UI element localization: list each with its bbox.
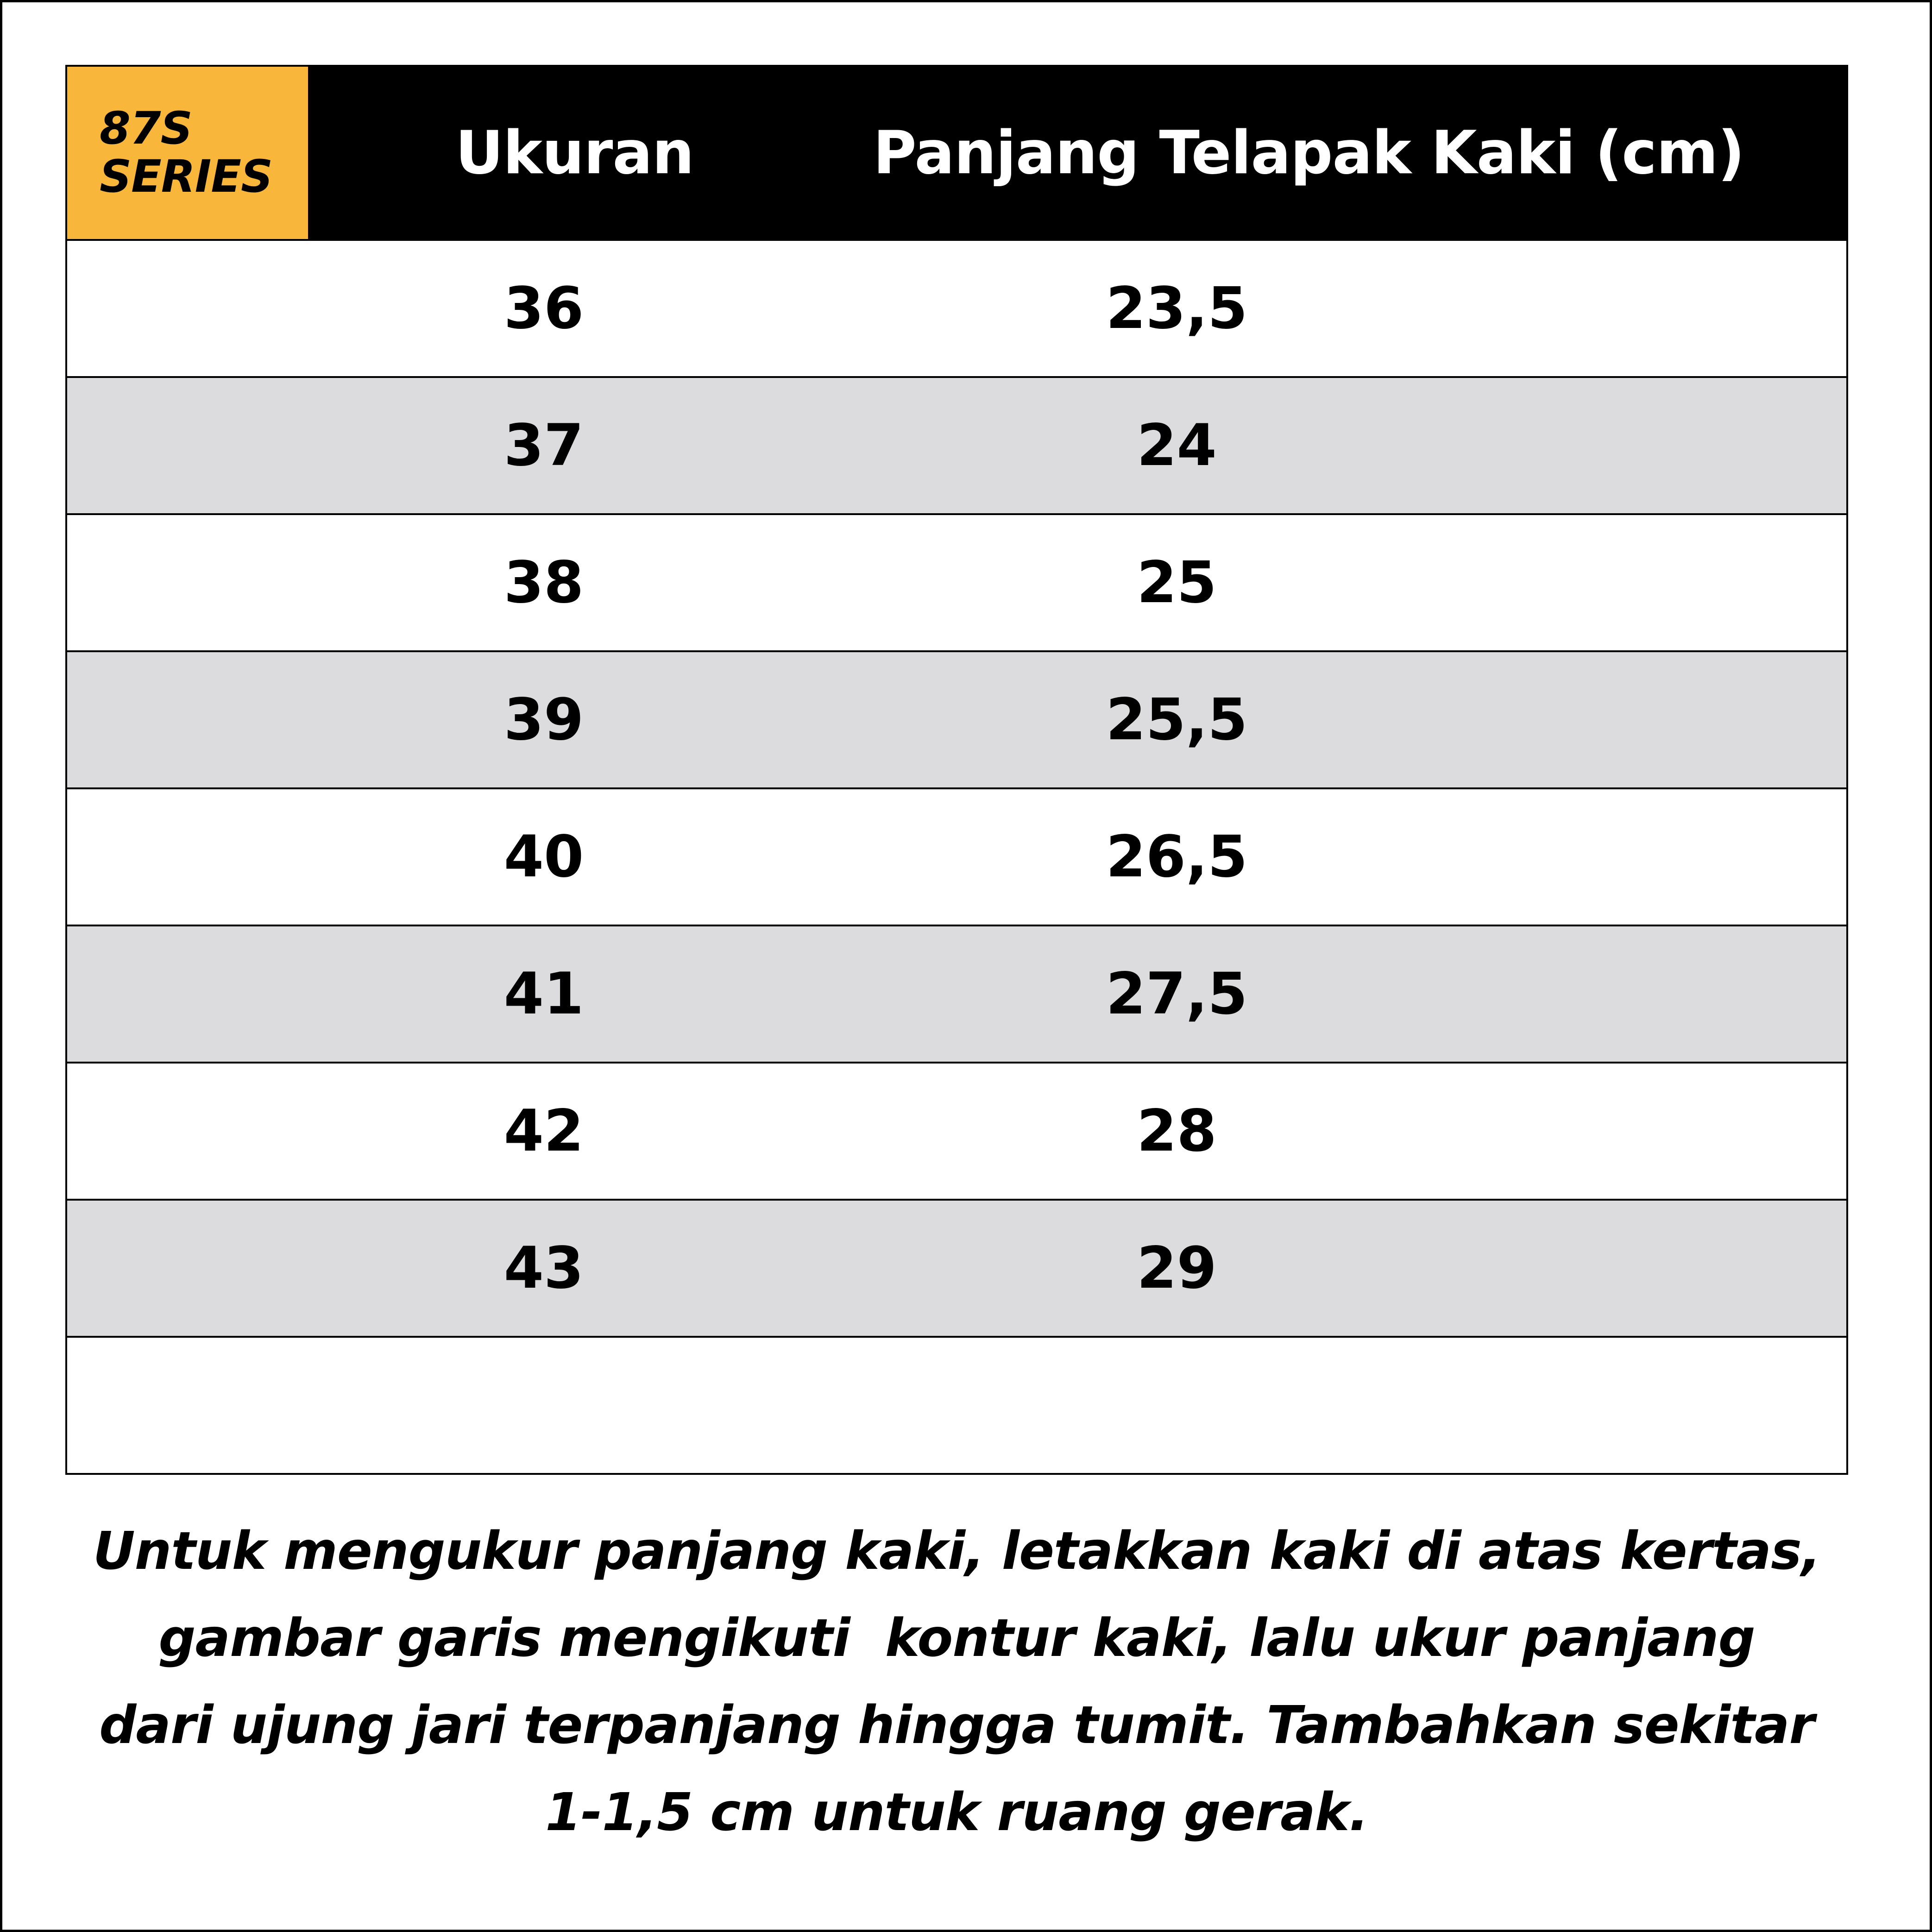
length-cell: 28 <box>864 1063 1847 1200</box>
table-row <box>66 514 1847 651</box>
instructions-line-4: 1-1,5 cm untuk ruang gerak. <box>545 1782 1368 1843</box>
length-cell: 25,5 <box>864 651 1847 788</box>
size-cell: 42 <box>66 1063 864 1200</box>
size-cell: 43 <box>66 1200 864 1337</box>
length-cell: 29 <box>864 1200 1847 1337</box>
instructions-line-3: dari ujung jari terpanjang hingga tumit. Tambahkan sekitar <box>99 1695 1814 1756</box>
size-cell: 40 <box>66 788 864 925</box>
length-cell: 26,5 <box>864 788 1847 925</box>
measuring-instructions <box>65 1508 1848 1856</box>
size-cell: 41 <box>66 925 864 1063</box>
size-cell: 36 <box>66 240 864 377</box>
table-row <box>66 788 1847 925</box>
table-row <box>66 240 1847 377</box>
size-cell: 38 <box>66 514 864 651</box>
table-row <box>66 651 1847 788</box>
column-header-size: Ukuran <box>308 66 864 240</box>
table-row <box>66 925 1847 1063</box>
table-row <box>66 377 1847 514</box>
size-chart-table <box>65 65 1848 1475</box>
table-header-row <box>66 66 1847 240</box>
size-cell: 37 <box>66 377 864 514</box>
series-label-line2: SERIES <box>100 151 273 202</box>
length-cell: 25 <box>864 514 1847 651</box>
length-cell: 24 <box>864 377 1847 514</box>
table-row <box>66 1063 1847 1200</box>
table-row <box>66 1200 1847 1337</box>
series-label-line1: 87S <box>100 102 192 155</box>
empty-row <box>66 1337 1847 1474</box>
column-header-length: Panjang Telapak Kaki (cm) <box>864 66 1847 240</box>
empty-cell <box>66 1337 1847 1474</box>
size-cell: 39 <box>66 651 864 788</box>
length-cell: 27,5 <box>864 925 1847 1063</box>
series-badge <box>66 66 308 240</box>
instructions-line-2: gambar garis mengikuti kontur kaki, lalu ukur panjang <box>158 1608 1755 1668</box>
length-cell: 23,5 <box>864 240 1847 377</box>
instructions-line-1: Untuk mengukur panjang kaki, letakkan kaki di atas kertas, <box>93 1521 1821 1581</box>
